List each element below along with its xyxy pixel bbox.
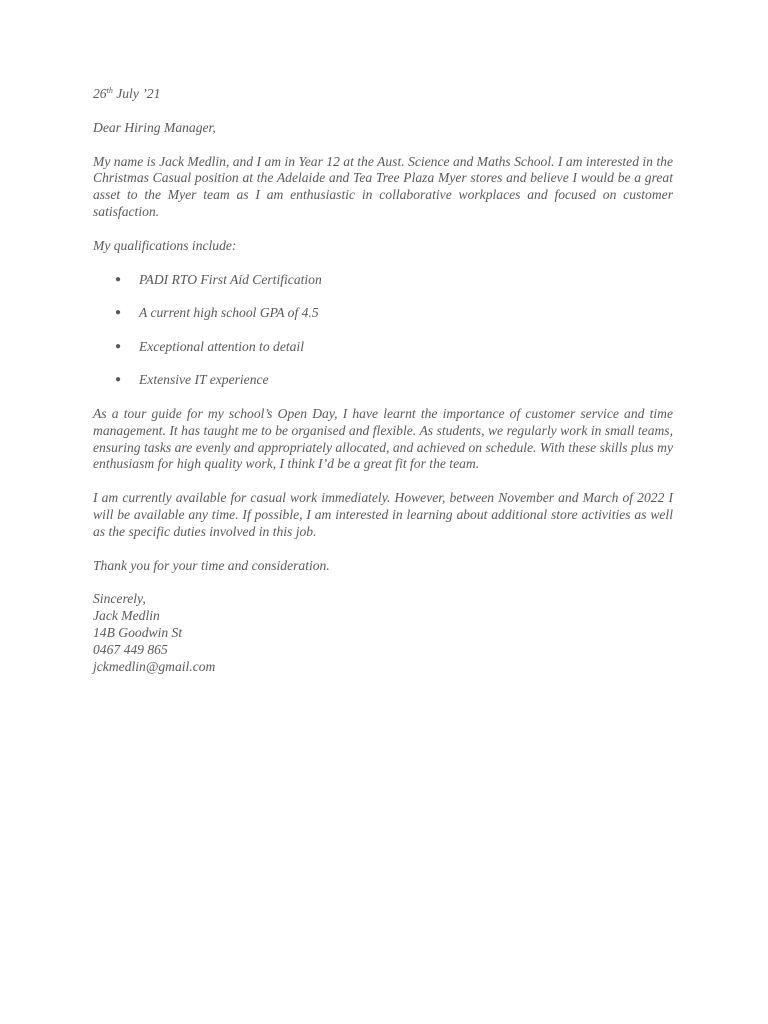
signer-name: Jack Medlin	[93, 608, 160, 624]
list-item	[93, 305, 673, 322]
signer-email: jckmedlin@gmail.com	[93, 658, 216, 674]
tour-guide-paragraph: As a tour guide for my school’s Open Day, I have learnt the importance of customer service and time management. It has taught me to be organised and flexible. As students, we regularly work in small teams, ensuring tasks are evenly and appropriately allocated, and achieved on schedule. With these skills plus my enthusiasm for high quality work, I think I’d be a great fit for the team.	[93, 405, 673, 472]
closing: Sincerely,	[93, 591, 146, 607]
letter-date	[93, 86, 673, 103]
thanks-line: Thank you for your time and consideration.	[93, 557, 330, 573]
qualification-text: PADI RTO First Aid Certification	[139, 271, 322, 287]
bullet-icon: ●	[115, 374, 122, 386]
signature-block	[93, 591, 673, 675]
list-item	[93, 339, 673, 356]
qualification-text: Exceptional attention to detail	[139, 338, 304, 354]
list-item	[93, 372, 673, 389]
bullet-icon: ●	[115, 340, 122, 352]
cover-letter	[93, 86, 673, 675]
bullet-icon: ●	[115, 307, 122, 319]
date-suffix: th	[106, 86, 113, 95]
qualifications-list	[93, 272, 673, 390]
date-rest: July ’21	[112, 86, 161, 101]
bullet-icon: ●	[115, 273, 122, 285]
signer-phone: 0467 449 865	[93, 641, 168, 657]
qualification-text: A current high school GPA of 4.5	[139, 305, 319, 321]
qualifications-heading: My qualifications include:	[93, 237, 237, 253]
intro-paragraph: My name is Jack Medlin, and I am in Year 12 at the Aust. Science and Maths School. I am interested in the Christmas Casual position at the Adelaide and Tea Tree Plaza Myer stores and believe I would be a great asset to the Myer team as I am enthusiastic in collaborative workplaces and focused on customer satisfaction.	[93, 153, 673, 219]
date-day: 26	[93, 86, 107, 101]
qualification-text: Extensive IT experience	[139, 372, 269, 388]
list-item	[93, 272, 673, 289]
salutation: Dear Hiring Manager,	[93, 119, 216, 135]
availability-paragraph: I am currently available for casual work immediately. However, between November and March of 2022 I will be available any time. If possible, I am interested in learning about additional store activities as well as the specific duties involved in this job.	[93, 490, 673, 539]
signer-address: 14B Goodwin St	[93, 624, 183, 640]
